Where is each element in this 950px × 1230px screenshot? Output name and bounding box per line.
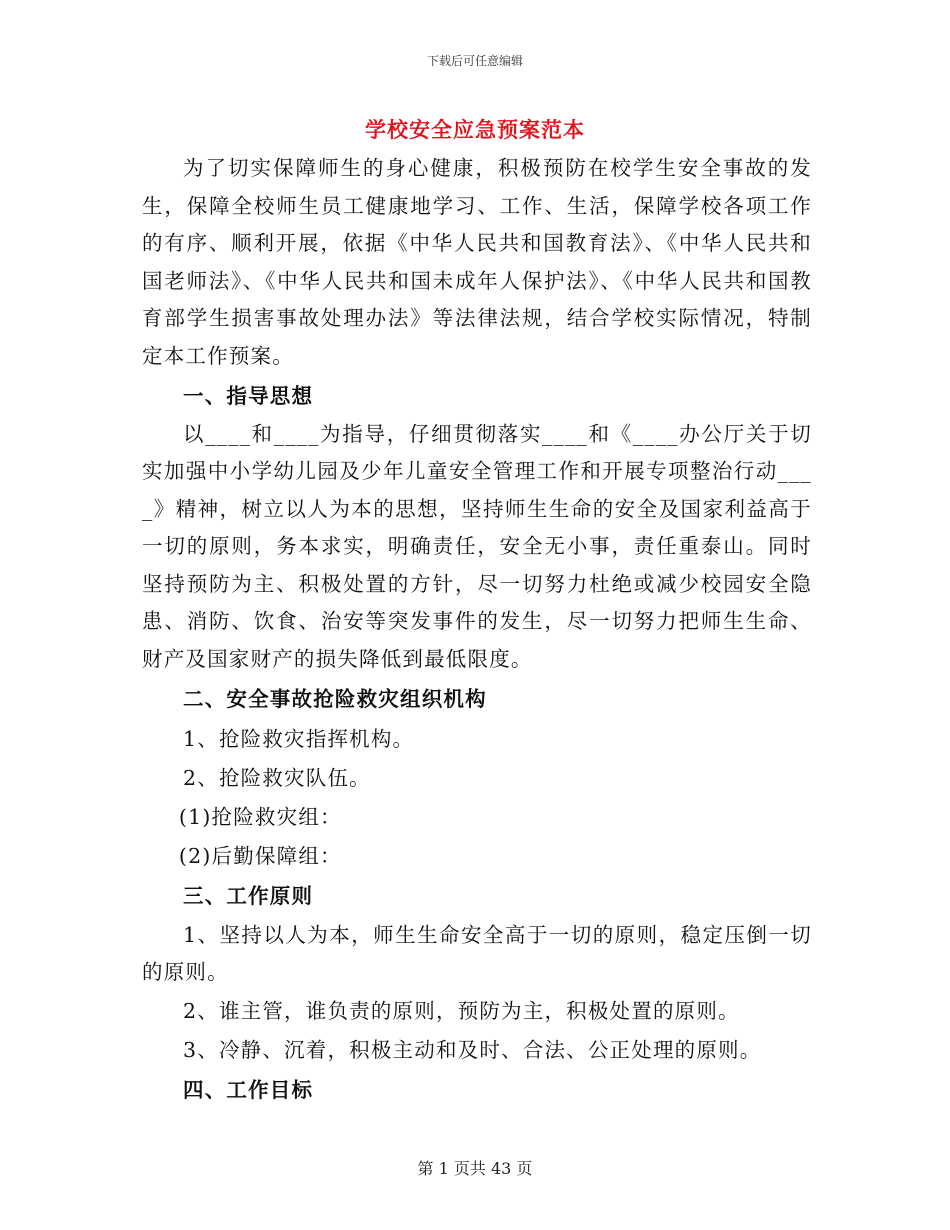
list-item: 2、谁主管，谁负责的原则，预防为主，积极处置的原则。	[183, 999, 740, 1023]
intro-paragraph: 为了切实保障师生的身心健康，积极预防在校学生安全事故的发生，保障全校师生员工健康地学习、工作、生活，保障学校各项工作的有序、顺利开展，依据《中华人民共和国教育法》、《中华人民共和国老师法》、《中华人民共和国未成年人保护法》、《中华人民共和国教育部学生损害事故处理办法》等法律法规，结合学校实际情况，特制定本工作预案。	[142, 156, 812, 368]
section-heading-organization: 二、安全事故抢险救灾组织机构	[183, 687, 487, 711]
section-heading-principles: 三、工作原则	[183, 883, 314, 908]
list-item: 1、坚持以人为本，师生生命安全高于一切的原则，稳定压倒一切的原则。	[142, 923, 812, 984]
page-number: 第 1 页共 43 页	[417, 1159, 533, 1178]
list-subitem: (2)后勤保障组：	[178, 843, 342, 868]
page-header-note: 下载后可任意编辑	[426, 54, 523, 68]
list-subitem: (1)抢险救灾组：	[178, 804, 342, 829]
document-title: 学校安全应急预案范本	[365, 117, 585, 142]
list-item: 1、抢险救灾指挥机构。	[183, 726, 415, 751]
section-heading-guiding-ideology: 一、指导思想	[183, 384, 314, 408]
document-body	[142, 150, 812, 1110]
section-heading-goals: 四、工作目标	[183, 1078, 314, 1102]
guiding-ideology-paragraph: 以____和____为指导，仔细贯彻落实____和《____办公厅关于切实加强中小学幼儿园及少年儿童安全管理工作和开展专项整治行动____》精神，树立以人为本的思想，坚持师生生命的安全及国家利益高于一切的原则，务本求实，明确责任，安全无小事，责任重泰山。同时坚持预防为主、积极处置的方针，尽一切努力杜绝或减少校园安全隐患、消防、饮食、治安等突发事件的发生，尽一切努力把师生生命、财产及国家财产的损失降低到最低限度。	[142, 421, 812, 671]
list-item: 2、抢险救灾队伍。	[183, 765, 371, 790]
list-item: 3、冷静、沉着，积极主动和及时、合法、公正处理的原则。	[183, 1038, 762, 1062]
